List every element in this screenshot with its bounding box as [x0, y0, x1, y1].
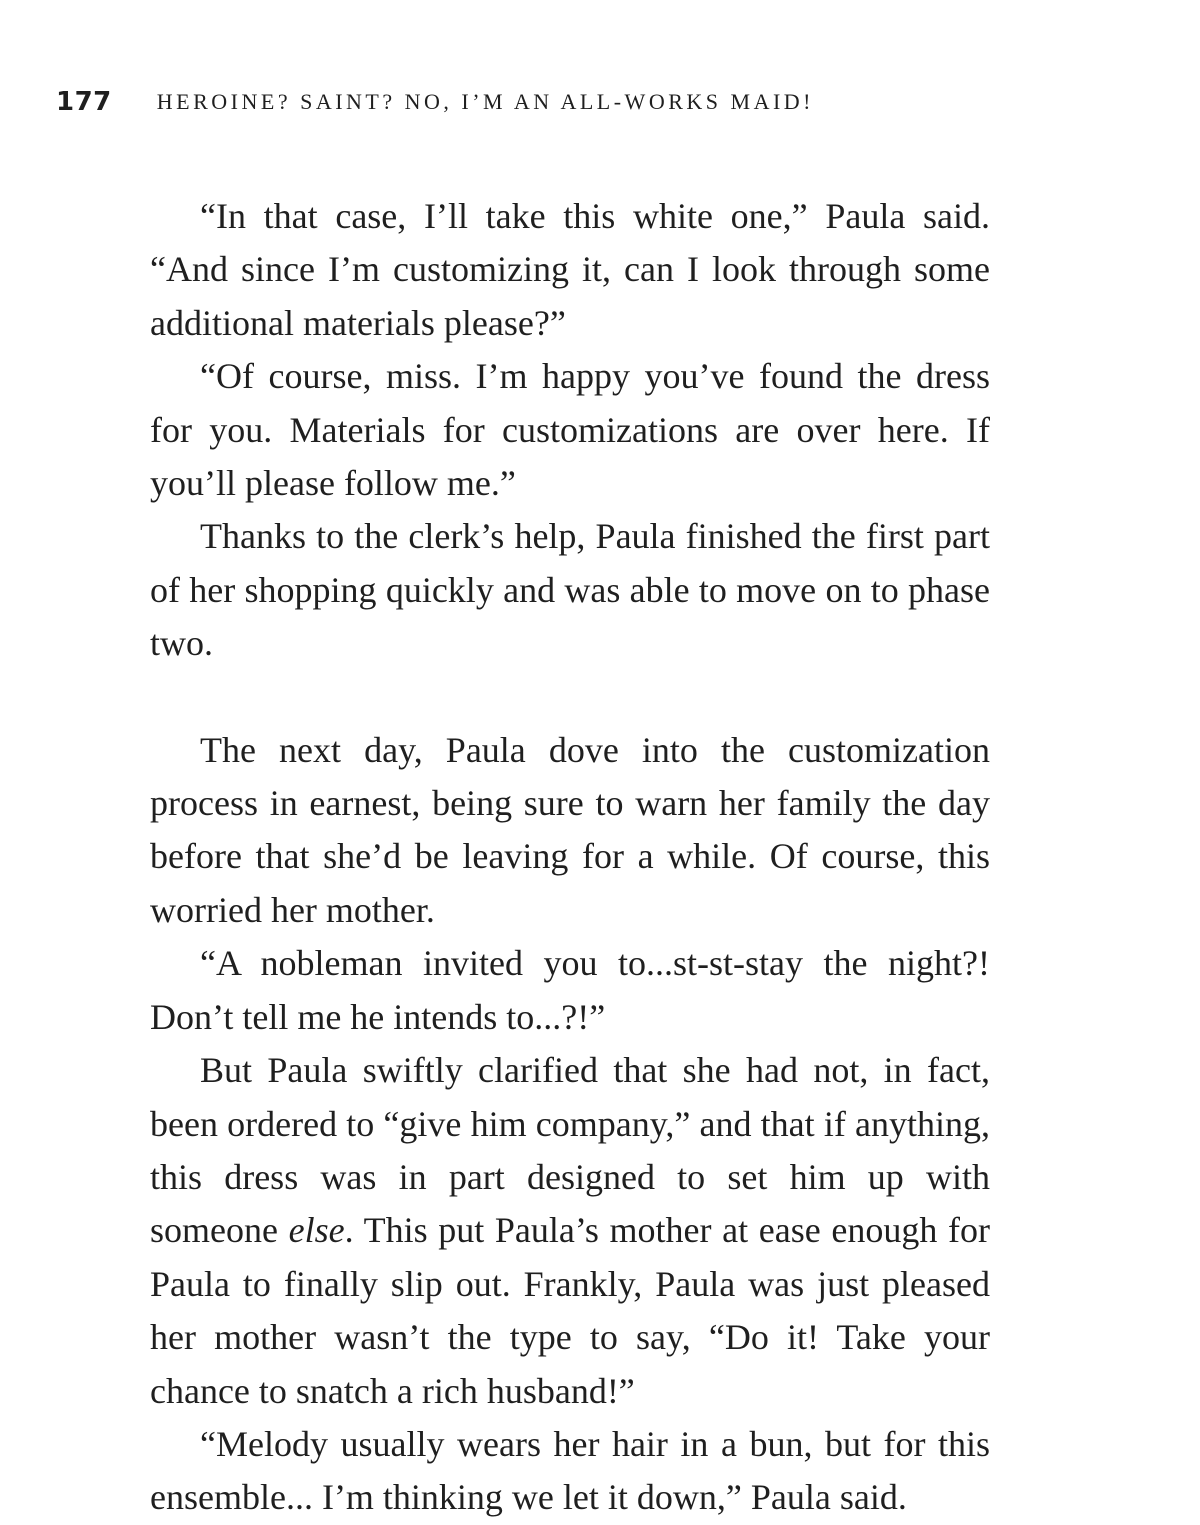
running-title: HEROINE? SAINT? NO, I’M AN ALL-WORKS MAID!	[156, 89, 814, 114]
emphasized-word: else	[288, 1210, 345, 1251]
paragraph: “In that case, I’ll take this white one,” Paula said. “And since I’m customizing it, can I look through some additional materials please?”	[150, 196, 990, 343]
paragraph-text: But Paula swiftly clarified that she had not, in fact, been ordered to “give him company,” and that if anything, this dress was in part designed to set him up with someone	[150, 1050, 990, 1251]
paragraph: “Of course, miss. I’m happy you’ve found the dress for you. Materials for customizations are over here. If you’ll please follow me.”	[150, 356, 990, 504]
paragraph	[150, 1044, 990, 1418]
running-header	[56, 84, 1156, 120]
page-body	[150, 190, 990, 1525]
paragraph: Thanks to the clerk’s help, Paula finished the first part of her shopping quickly and was able to move on to phase two.	[150, 516, 990, 664]
paragraph: The next day, Paula dove into the customization process in earnest, being sure to warn her family the day before that she’d be leaving for a while. Of course, this worried her mother.	[150, 729, 990, 930]
paragraph-clipped: “Melody usually wears her hair in a bun, but for this ensemble... I’m thinking we let it down,” Paula said.	[150, 1423, 990, 1518]
paragraph: “A nobleman invited you to...st-st-stay the night?! Don’t tell me he intends to...?!”	[150, 943, 990, 1037]
paragraph-text: . This put Paula’s mother at ease enough for Paula to finally slip out. Frankly, Paula was just pleased her mother wasn’t the type to say, “Do it! Take your chance to snatch a rich husband!”	[150, 1210, 990, 1411]
scene-break	[150, 671, 990, 724]
page-number: 177	[56, 87, 112, 117]
